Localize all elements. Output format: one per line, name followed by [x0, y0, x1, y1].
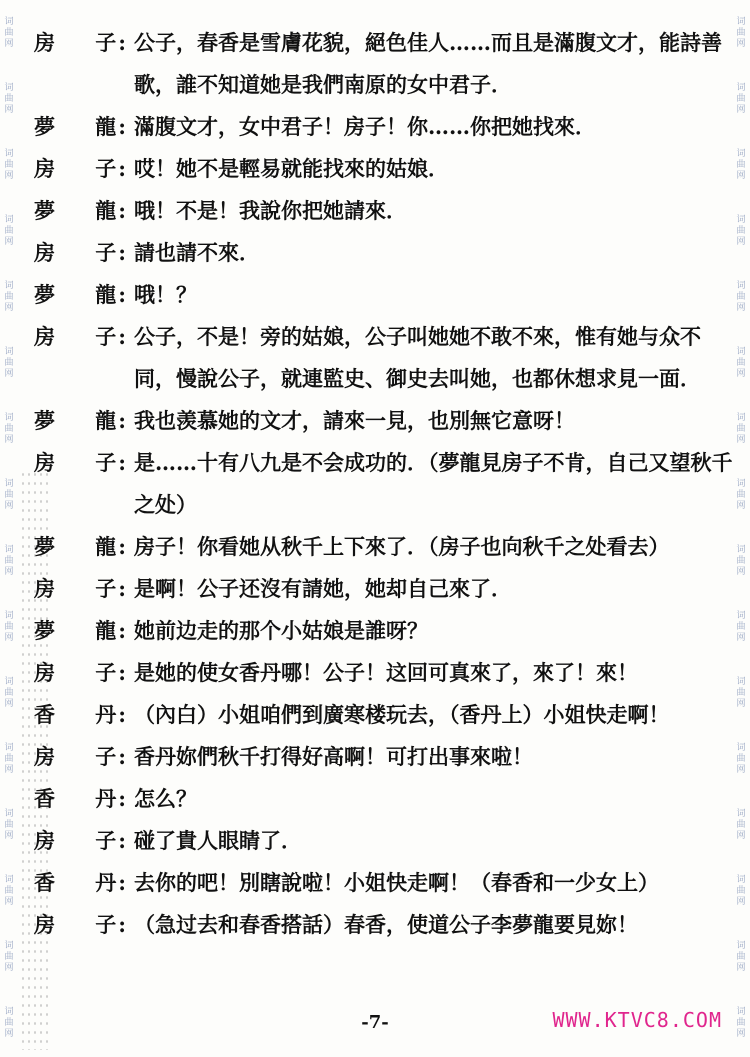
watermark-glyph: 网 [4, 633, 14, 644]
watermark-mark [4, 611, 13, 644]
dialogue-line [34, 316, 734, 400]
watermark-mark [736, 809, 745, 842]
speaker-char-2: 龍 : [95, 106, 126, 148]
watermark-glyph: 网 [736, 236, 746, 247]
watermark-glyph: 词 [4, 941, 14, 952]
dialogue-line [34, 148, 734, 190]
watermark-glyph: 曲 [4, 357, 14, 368]
watermark-glyph: 曲 [4, 291, 14, 302]
speaker-char-2: 子 : [95, 22, 126, 64]
watermark-glyph: 网 [4, 765, 14, 776]
speaker-name [34, 274, 130, 316]
speaker-char-1: 房 [34, 30, 55, 55]
watermark-mark [4, 809, 13, 842]
dialogue-line [34, 442, 734, 526]
watermark-glyph: 曲 [4, 820, 14, 831]
speaker-name [34, 232, 130, 274]
watermark-glyph: 词 [736, 214, 746, 225]
watermark-glyph: 网 [4, 302, 14, 313]
watermark-mark [4, 677, 13, 710]
watermark-glyph: 曲 [736, 357, 746, 368]
watermark-glyph: 词 [4, 280, 14, 291]
watermark-glyph: 词 [736, 16, 746, 27]
speaker-name [34, 694, 130, 736]
speaker-char-2: 丹 : [95, 778, 126, 820]
dialogue-text: 是……十有八九是不会成功的．（夢龍見房子不肯，自己又望秋千之处） [134, 450, 733, 517]
watermark-glyph: 词 [4, 875, 14, 886]
dialogue-text: 是啊！公子还沒有請她，她却自己來了． [134, 576, 512, 601]
dialogue-text: 她前边走的那个小姑娘是誰呀？ [134, 618, 428, 643]
watermark-glyph: 词 [4, 346, 14, 357]
watermark-glyph: 网 [736, 104, 746, 115]
watermark-glyph: 词 [4, 478, 14, 489]
watermark-glyph: 曲 [4, 622, 14, 633]
dialogue-line [34, 568, 734, 610]
watermark-mark [4, 413, 13, 446]
watermark-glyph: 词 [736, 809, 746, 820]
dialogue-line [34, 904, 734, 946]
watermark-glyph: 网 [736, 500, 746, 511]
watermark-mark [4, 17, 13, 50]
watermark-glyph: 曲 [4, 225, 14, 236]
dialogue-line [34, 652, 734, 694]
watermark-glyph: 网 [4, 104, 14, 115]
watermark-glyph: 曲 [736, 423, 746, 434]
speaker-char-2: 丹 : [95, 694, 126, 736]
speaker-char-2: 龍 : [95, 400, 126, 442]
speaker-name [34, 862, 130, 904]
dialogue-text: 公子，春香是雪膚花貌，絕色佳人……而且是滿腹文才，能詩善歌，誰不知道她是我們南原的女中君子． [134, 30, 722, 97]
watermark-mark [4, 281, 13, 314]
speaker-char-1: 香 [34, 786, 55, 811]
watermark-glyph: 词 [4, 1007, 14, 1018]
speaker-name [34, 820, 130, 862]
watermark-glyph: 曲 [4, 886, 14, 897]
watermark-glyph: 网 [736, 1029, 746, 1040]
watermark-glyph: 曲 [736, 159, 746, 170]
dialogue-line [34, 526, 734, 568]
watermark-glyph: 网 [4, 38, 14, 49]
watermark-glyph: 词 [736, 611, 746, 622]
site-watermark: WWW.KTVC8.COM [552, 1008, 722, 1032]
dialogue-text: 去你的吧！別瞎說啦！小姐快走啊！（春香和一少女上） [134, 870, 659, 895]
watermark-glyph: 词 [4, 148, 14, 159]
speaker-char-1: 夢 [34, 282, 55, 307]
dialogue-line [34, 694, 734, 736]
watermark-glyph: 词 [4, 545, 14, 556]
watermark-glyph: 曲 [4, 952, 14, 963]
speaker-char-2: 子 : [95, 148, 126, 190]
watermark-glyph: 网 [4, 170, 14, 181]
watermark-glyph: 网 [736, 567, 746, 578]
speaker-char-1: 夢 [34, 534, 55, 559]
watermark-glyph: 网 [4, 368, 14, 379]
watermark-glyph: 曲 [736, 489, 746, 500]
watermark-glyph: 网 [736, 897, 746, 908]
dialogue-line [34, 106, 734, 148]
watermark-glyph: 网 [736, 368, 746, 379]
watermark-glyph: 曲 [736, 622, 746, 633]
watermark-mark [736, 677, 745, 710]
watermark-glyph: 网 [736, 170, 746, 181]
watermark-mark [736, 941, 745, 974]
watermark-glyph: 曲 [736, 754, 746, 765]
dialogue-line [34, 610, 734, 652]
watermark-glyph: 网 [736, 699, 746, 710]
watermark-mark [736, 875, 745, 908]
watermark-glyph: 网 [736, 831, 746, 842]
watermark-glyph: 网 [736, 765, 746, 776]
speaker-char-2: 子 : [95, 316, 126, 358]
speaker-char-2: 子 : [95, 232, 126, 274]
watermark-glyph: 词 [736, 875, 746, 886]
watermark-mark [736, 83, 745, 116]
watermark-glyph: 曲 [4, 1018, 14, 1029]
dialogue-line [34, 736, 734, 778]
watermark-glyph: 词 [4, 611, 14, 622]
watermark-glyph: 曲 [4, 489, 14, 500]
watermark-glyph: 曲 [4, 688, 14, 699]
watermark-glyph: 网 [4, 963, 14, 974]
speaker-char-2: 龍 : [95, 190, 126, 232]
watermark-glyph: 曲 [736, 225, 746, 236]
dialogue-text: 哦！不是！我說你把她請來． [134, 198, 407, 223]
watermark-glyph: 词 [736, 1007, 746, 1018]
dialogue-line [34, 274, 734, 316]
watermark-glyph: 网 [4, 1029, 14, 1040]
speaker-char-1: 房 [34, 828, 55, 853]
watermark-mark [4, 875, 13, 908]
watermark-mark [4, 941, 13, 974]
dialogue-line [34, 778, 734, 820]
watermark-glyph: 网 [736, 963, 746, 974]
watermark-glyph: 词 [4, 412, 14, 423]
watermark-glyph: 词 [736, 412, 746, 423]
speaker-char-2: 龍 : [95, 526, 126, 568]
script-body [34, 22, 734, 946]
speaker-char-2: 子 : [95, 568, 126, 610]
dialogue-line [34, 862, 734, 904]
speaker-char-1: 房 [34, 324, 55, 349]
speaker-char-2: 龍 : [95, 274, 126, 316]
watermark-glyph: 网 [736, 302, 746, 313]
speaker-name [34, 526, 130, 568]
watermark-glyph: 网 [736, 633, 746, 644]
watermark-glyph: 网 [736, 38, 746, 49]
speaker-char-1: 夢 [34, 114, 55, 139]
dialogue-text: 碰了貴人眼睛了． [134, 828, 302, 853]
speaker-char-1: 房 [34, 576, 55, 601]
dialogue-text: 哦！？ [134, 282, 197, 307]
speaker-char-1: 夢 [34, 198, 55, 223]
speaker-char-2: 丹 : [95, 862, 126, 904]
speaker-name [34, 22, 130, 64]
speaker-char-2: 子 : [95, 904, 126, 946]
dialogue-text: 滿腹文才，女中君子！房子！你……你把她找來． [134, 114, 596, 139]
watermark-mark [4, 479, 13, 512]
watermark-glyph: 词 [736, 346, 746, 357]
dialogue-line [34, 820, 734, 862]
dialogue-text: 公子，不是！旁的姑娘，公子叫她她不敢不來，惟有她与众不同，慢說公子，就連監史、御史去叫她，也都休想求見一面． [134, 324, 701, 391]
watermark-glyph: 曲 [4, 754, 14, 765]
speaker-char-1: 房 [34, 912, 55, 937]
watermark-mark [736, 611, 745, 644]
dialogue-text: 我也羡慕她的文才，請來一見，也別無它意呀！ [134, 408, 575, 433]
speaker-char-2: 子 : [95, 652, 126, 694]
left-watermark-strip [0, 0, 18, 1057]
watermark-glyph: 曲 [736, 886, 746, 897]
watermark-glyph: 网 [4, 236, 14, 247]
speaker-char-1: 香 [34, 870, 55, 895]
watermark-mark [4, 83, 13, 116]
right-watermark-strip [732, 0, 750, 1057]
speaker-char-1: 香 [34, 702, 55, 727]
watermark-mark [736, 413, 745, 446]
watermark-glyph: 词 [4, 809, 14, 820]
speaker-name [34, 316, 130, 358]
watermark-mark [4, 743, 13, 776]
watermark-glyph: 词 [4, 16, 14, 27]
watermark-glyph: 词 [4, 82, 14, 93]
dialogue-text: 房子！你看她从秋千上下來了．（房子也向秋千之处看去） [134, 534, 670, 559]
watermark-glyph: 曲 [736, 291, 746, 302]
watermark-glyph: 曲 [736, 556, 746, 567]
speaker-name [34, 568, 130, 610]
watermark-glyph: 曲 [4, 27, 14, 38]
watermark-mark [4, 545, 13, 578]
watermark-glyph: 网 [4, 434, 14, 445]
watermark-glyph: 曲 [736, 93, 746, 104]
dialogue-text: 怎么？ [134, 786, 197, 811]
dialogue-text: 哎！她不是輕易就能找來的姑娘． [134, 156, 449, 181]
speaker-char-1: 房 [34, 660, 55, 685]
speaker-name [34, 400, 130, 442]
watermark-glyph: 词 [736, 545, 746, 556]
watermark-glyph: 曲 [4, 556, 14, 567]
watermark-mark [736, 215, 745, 248]
watermark-glyph: 曲 [736, 1018, 746, 1029]
speaker-name [34, 148, 130, 190]
dialogue-text: 是她的使女香丹哪！公子！这回可真來了，來了！來！ [134, 660, 638, 685]
watermark-glyph: 词 [736, 941, 746, 952]
watermark-mark [736, 545, 745, 578]
watermark-mark [736, 743, 745, 776]
watermark-glyph: 网 [4, 699, 14, 710]
speaker-name [34, 442, 130, 484]
speaker-char-1: 房 [34, 450, 55, 475]
watermark-glyph: 词 [736, 478, 746, 489]
watermark-glyph: 网 [736, 434, 746, 445]
dialogue-line [34, 232, 734, 274]
watermark-mark [736, 479, 745, 512]
dialogue-line [34, 190, 734, 232]
watermark-mark [736, 347, 745, 380]
watermark-glyph: 词 [736, 280, 746, 291]
watermark-glyph: 曲 [736, 688, 746, 699]
watermark-glyph: 曲 [4, 159, 14, 170]
watermark-glyph: 曲 [736, 820, 746, 831]
speaker-name [34, 610, 130, 652]
watermark-glyph: 曲 [736, 952, 746, 963]
watermark-glyph: 词 [4, 677, 14, 688]
watermark-glyph: 网 [4, 897, 14, 908]
watermark-glyph: 网 [4, 567, 14, 578]
speaker-name [34, 190, 130, 232]
watermark-glyph: 曲 [736, 27, 746, 38]
speaker-char-1: 房 [34, 240, 55, 265]
watermark-glyph: 词 [4, 214, 14, 225]
dialogue-line [34, 400, 734, 442]
speaker-name [34, 904, 130, 946]
speaker-name [34, 778, 130, 820]
watermark-glyph: 词 [4, 743, 14, 754]
watermark-mark [736, 149, 745, 182]
watermark-glyph: 词 [736, 677, 746, 688]
speaker-char-1: 房 [34, 156, 55, 181]
speaker-char-1: 房 [34, 744, 55, 769]
speaker-name [34, 106, 130, 148]
watermark-mark [736, 17, 745, 50]
watermark-glyph: 网 [4, 831, 14, 842]
speaker-name [34, 736, 130, 778]
speaker-char-1: 夢 [34, 618, 55, 643]
dialogue-text: 香丹妳們秋千打得好高啊！可打出事來啦！ [134, 744, 533, 769]
watermark-glyph: 词 [736, 743, 746, 754]
watermark-glyph: 曲 [4, 93, 14, 104]
watermark-glyph: 曲 [4, 423, 14, 434]
watermark-glyph: 词 [736, 82, 746, 93]
dialogue-text: （急过去和春香搭話）春香，使道公子李夢龍要見妳！ [134, 912, 638, 937]
dialogue-text: 請也請不來． [134, 240, 260, 265]
page-number: -7- [361, 1012, 389, 1033]
speaker-char-2: 子 : [95, 442, 126, 484]
speaker-char-2: 龍 : [95, 610, 126, 652]
dialogue-text: （內白）小姐咱們到廣寒楼玩去，（香丹上）小姐快走啊！ [134, 702, 670, 727]
watermark-mark [4, 215, 13, 248]
watermark-mark [4, 149, 13, 182]
speaker-char-2: 子 : [95, 736, 126, 778]
speaker-name [34, 652, 130, 694]
watermark-mark [736, 281, 745, 314]
speaker-char-1: 夢 [34, 408, 55, 433]
watermark-glyph: 词 [736, 148, 746, 159]
dialogue-line [34, 22, 734, 106]
speaker-char-2: 子 : [95, 820, 126, 862]
watermark-mark [4, 347, 13, 380]
watermark-glyph: 网 [4, 500, 14, 511]
